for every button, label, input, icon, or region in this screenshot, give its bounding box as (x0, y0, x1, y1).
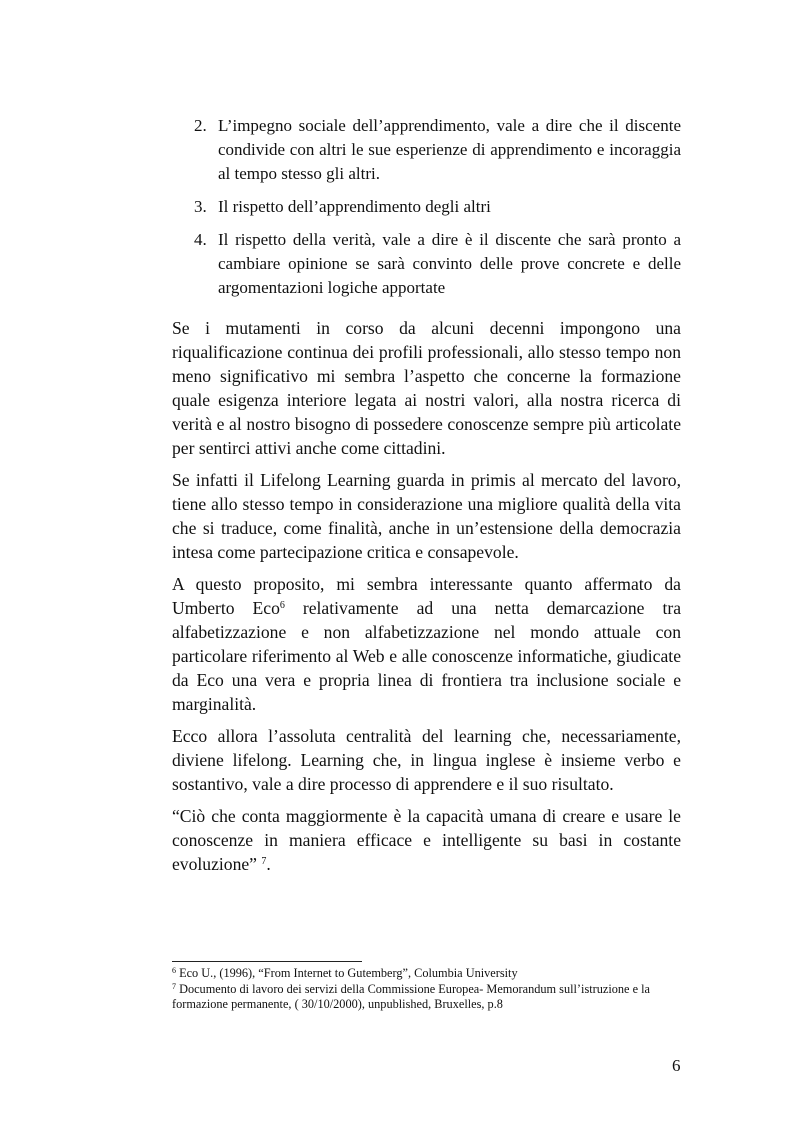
page-number: 6 (672, 1056, 681, 1075)
list-item (172, 114, 681, 186)
footnote-reference[interactable]: 6 (279, 600, 285, 611)
footnote-text: Documento di lavoro dei servizi della Commissione Europea- Memorandum sull’istruzione e la formazione permanente, ( 30/10/2000), unpublished, Bruxelles, p.8 (172, 981, 650, 1011)
list-item (172, 195, 681, 219)
footnote (172, 982, 684, 1013)
footnote-separator (172, 961, 362, 962)
paragraph: Se infatti il Lifelong Learning guarda in primis al mercato del lavoro, tiene allo stesso tempo in considerazione una migliore qualità della vita che si traduce, come finalità, anche in un’estensione della democrazia intesa come partecipazione critica e consapevole. (172, 470, 681, 562)
footnote-number: 7 (172, 981, 176, 991)
list-item-text: Il rispetto dell’apprendimento degli altri (218, 197, 491, 216)
footnote (172, 966, 684, 982)
paragraph: Ecco allora l’assoluta centralità del learning che, necessariamente, diviene lifelong. Learning che, in lingua inglese è insieme verbo e sostantivo, vale a dire processo di apprendere e il suo risultato. (172, 726, 681, 794)
paragraph-text: “Ciò che conta maggiormente è la capacità umana di creare e usare le conoscenze in maniera efficace e intelligente su basi in costante evoluzione” (172, 806, 681, 874)
body-text (172, 316, 681, 884)
paragraph: Se i mutamenti in corso da alcuni decenni impongono una riqualificazione continua dei profili professionali, allo stesso tempo non meno significativo mi sembra l’aspetto che concerne la formazione quale esigenza interiore legata ai nostri valori, alla nostra ricerca di verità e al nostro bisogno di possedere conoscenze sempre più articolate per sentirci attivi anche come cittadini. (172, 318, 681, 458)
paragraph (172, 804, 681, 876)
list-item-number: 2. (194, 116, 207, 135)
list-item-number: 4. (194, 230, 207, 249)
paragraph (172, 572, 681, 716)
paragraph-text: A questo proposito, mi sembra interessante quanto affermato da Umberto Eco (172, 574, 681, 618)
list-item-text: L’impegno sociale dell’apprendimento, vale a dire che il discente condivide con altri le sue esperienze di apprendimento e incoraggia al tempo stesso gli altri. (218, 116, 681, 183)
list-item-text: Il rispetto della verità, vale a dire è il discente che sarà pronto a cambiare opinione se sarà convinto delle prove concrete e delle argomentazioni logiche apportate (218, 230, 681, 297)
list-item (172, 228, 681, 300)
list-item-number: 3. (194, 197, 207, 216)
numbered-list (172, 114, 681, 309)
footnote-reference[interactable]: 7 (261, 856, 267, 867)
paragraph-text: relativamente ad una netta demarcazione tra alfabetizzazione e non alfabetizzazione nel mondo attuale con particolare riferimento al Web e alle conoscenze informatiche, giudicate da Eco una vera e propria linea di frontiera tra inclusione sociale e marginalità. (172, 598, 681, 714)
footnotes (172, 966, 684, 1013)
footnote-text: Eco U., (1996), “From Internet to Gutemberg”, Columbia University (176, 966, 518, 980)
footnote-number: 6 (172, 966, 176, 975)
paragraph-text: . (266, 854, 271, 874)
